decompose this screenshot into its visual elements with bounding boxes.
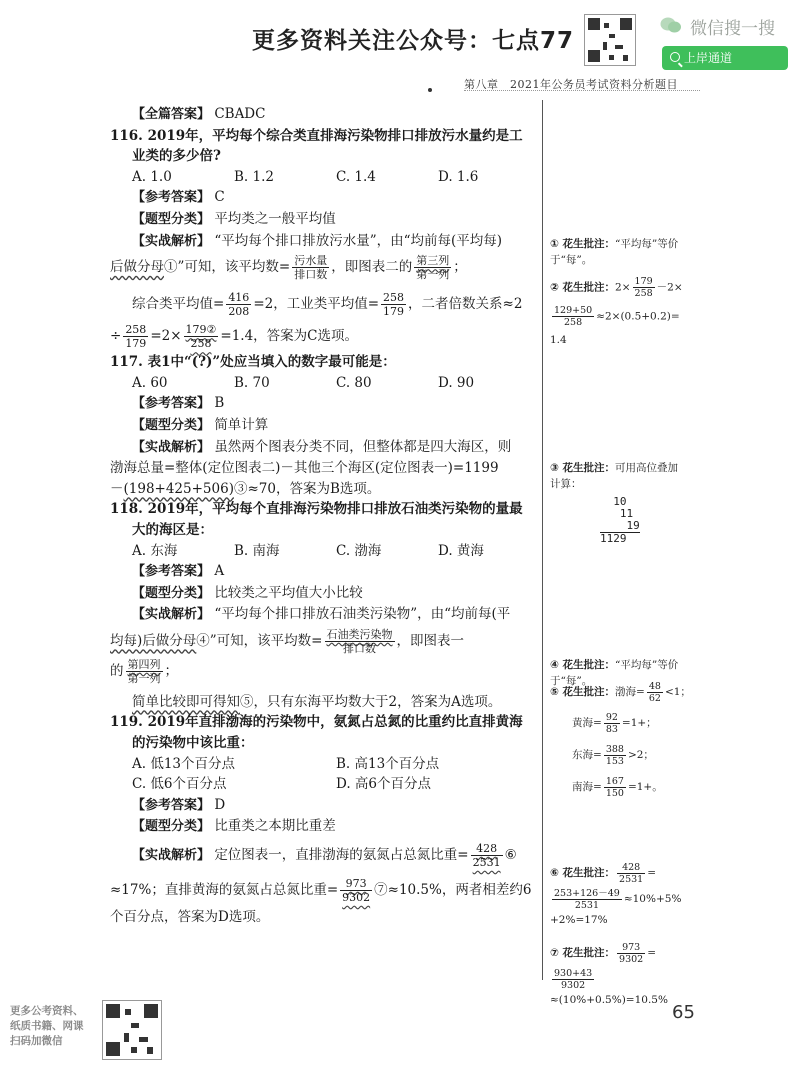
q118-stem-line2: 大的海区是： <box>132 521 213 538</box>
q117-ref-label: 【参考答案】 <box>132 396 211 412</box>
q116-stem-line2: 业类的多少倍? <box>132 148 221 165</box>
dot-mark <box>428 88 432 92</box>
header-title: 更多资料关注公众号：七点77 <box>252 28 575 54</box>
q118-type-value: 比较类之平均值大小比较 <box>214 584 363 601</box>
side-note-3-stack: 10 11 19 1129 <box>600 495 640 545</box>
q116-stem-line1: 116. 2019年，平均每个综合类直排海污染物排口排放污水量约是工 <box>110 127 523 144</box>
q116-calc-line2: ÷ $\frac{258}{179}$ =2× $\frac{\text{179②}}{258}$ =1.4，答案为C选项。 <box>110 323 359 351</box>
q116-options <box>110 167 540 188</box>
q116-calc-line1: 综合类平均值= $\frac{416}{208}$ =2，工业类平均值= $\frac{258}{179}$ ，二者倍数关系≈2 <box>132 291 523 319</box>
side-note-3: ③ 花生批注：可用高位叠加 计算： 10 11 19 1129 <box>550 460 700 545</box>
q116-type-label: 【题型分类】 <box>132 211 211 227</box>
q117-ref-value: B <box>214 395 225 412</box>
q117-option-d: D. 90 <box>438 374 475 391</box>
q118-stem-line1: 118. 2019年，平均每个直排海污染物排口排放石油类污染物的量最 <box>110 501 523 518</box>
wechat-channel-button[interactable] <box>662 46 788 70</box>
q118-option-c: C. 渤海 <box>336 542 382 559</box>
wechat-search-label: 微信搜一搜 <box>690 19 775 39</box>
q119-option-a: A. 低13个百分点 <box>132 755 236 772</box>
q116-analysis-line1: “平均每个排口排放污水量”，由“均前每(平均每) <box>214 232 503 249</box>
q117-stem: 117. 表1中“(?)”处应当填入的数字最可能是： <box>110 354 396 371</box>
wechat-search-icon <box>660 16 682 34</box>
q118-analysis-line4: 简单比较即可得知⑤，只有东海平均数大于2，答案为A选项。 <box>132 693 502 710</box>
q117-option-a: A. 60 <box>132 374 168 391</box>
q117-type-label: 【题型分类】 <box>132 417 211 433</box>
q116-type-value: 平均类之一般平均值 <box>214 210 336 227</box>
q119-stem-line1: 119. 2019年直排渤海的污染物中，氨氮占总氮的比重约比直排黄海 <box>110 714 523 731</box>
q119-options-row1 <box>110 754 540 775</box>
q119-analysis-line1: 【实战解析】 定位图表一，直排渤海的氨氮占总氮比重= $\frac{428}{2531}$ ⑥ <box>132 842 517 870</box>
q116-analysis-line2b: ，即图表二的 <box>331 259 413 276</box>
q117-option-c: C. 80 <box>336 374 372 391</box>
q116-analysis-wavy: 后做分母 <box>110 259 164 276</box>
q119-type-label: 【题型分类】 <box>132 819 211 835</box>
q118-analysis-line2: 均每)后做分母④”可知，该平均数= $\frac{\text{石油类污染物}}{\text{排口数}}$ ，即图表一 <box>110 627 464 655</box>
q118-analysis-line1: “平均每个排口排放石油类污染物”，由“均前每(平 <box>214 606 511 623</box>
running-head: 第八章 2021年公务员考试资料分析题目 <box>464 78 678 91</box>
prev-answer-label: 【全篇答案】 <box>132 107 211 122</box>
page-number: 65 <box>672 1002 695 1023</box>
q117-analysis-line3: －(198+425+506)③≈70，答案为B选项。 <box>110 480 381 497</box>
q118-type-label: 【题型分类】 <box>132 585 211 601</box>
side-note-4: ④ 花生批注：“平均每”等价 于“每”。 <box>550 659 679 687</box>
side-note-6: ⑥ 花生批注： $\frac{428}{2531}$ = $\frac{253+126-49}{2531}$ ≈10%+5% +2%=17% <box>550 861 682 926</box>
q119-analysis-line2: ≈17%；直排黄海的氨氮占总氮比重= $\frac{973}{9302}$ ⑦≈10.5%，两者相差约6 <box>110 877 532 905</box>
q116-analysis-label: 【实战解析】 <box>132 233 211 249</box>
side-note-7: ⑦ 花生批注： $\frac{973}{9302}$ = $\frac{930+43}{9302}$ ≈(10%+0.5%)=10.5% <box>550 941 668 1006</box>
prev-answer-value: CBADC <box>214 106 266 122</box>
q117-analysis-line1: 虽然两个图表分类不同，但整体都是四大海区，则 <box>214 438 512 455</box>
q116-ref-value: C <box>214 189 225 206</box>
q118-analysis-label: 【实战解析】 <box>132 607 211 623</box>
search-icon <box>670 52 680 62</box>
q116-ref-label: 【参考答案】 <box>132 190 211 206</box>
running-head-rule <box>464 90 700 91</box>
q117-options <box>110 373 540 394</box>
q117-option-b: B. 70 <box>234 374 270 391</box>
q116-option-d: D. 1.6 <box>438 168 479 185</box>
q116-option-a: A. 1.0 <box>132 168 172 185</box>
qr-code-top <box>584 14 636 66</box>
q119-ref-label: 【参考答案】 <box>132 797 211 813</box>
q116-fraction-1: $\frac{\text{污水量}}{\text{排口数}}$ <box>294 254 328 282</box>
q119-type-value: 比重类之本期比重差 <box>214 818 336 835</box>
q116-option-c: C. 1.4 <box>336 168 376 185</box>
column-divider <box>542 100 543 980</box>
q118-options <box>110 541 540 562</box>
qr-code-bottom <box>102 1000 162 1060</box>
q118-option-a: A. 东海 <box>132 542 178 559</box>
q116-analysis-line2c: ； <box>453 259 467 276</box>
q119-ref-value: D <box>214 796 226 813</box>
q116-fraction-2: $\frac{\text{第三列}}{\text{第一列}}$ <box>416 254 450 282</box>
q119-analysis-line3: 个百分点，答案为D选项。 <box>110 909 270 926</box>
q118-option-b: B. 南海 <box>234 542 280 559</box>
q117-analysis-line2: 渤海总量=整体(定位图表二)－其他三个海区(定位图表一)=1199 <box>110 460 499 477</box>
q117-analysis-label: 【实战解析】 <box>132 439 211 455</box>
q118-analysis-line3: 的 $\frac{\text{第四列}}{\text{第一列}}$ ； <box>110 657 178 685</box>
q119-option-c: C. 低6个百分点 <box>132 776 227 793</box>
q119-options-row2 <box>110 774 540 795</box>
q119-stem-line2: 的污染物中该比重： <box>132 735 254 752</box>
q118-option-d: D. 黄海 <box>438 542 484 559</box>
q117-type-value: 简单计算 <box>214 416 269 433</box>
side-note-2: ② 花生批注：2× $\frac{179}{258}$ －2× $\frac{129+50}{258}$ ≈2×(0.5+0.2)= 1.4 <box>550 276 683 346</box>
footer-note: 更多公考资料、 纸质书籍、网课 扫码加微信 <box>10 1005 84 1047</box>
q116-option-b: B. 1.2 <box>234 168 274 185</box>
main-column <box>110 104 540 928</box>
side-note-1: ① 花生批注：“平均每”等价 于“每”。 <box>550 238 679 266</box>
side-note-5: ⑤ 花生批注：渤海= $\frac{48}{62}$ <1； 黄海= $\frac{92}{83}$ =1+； 东海= $\frac{388}{153}$ >2； 南海= $\frac{167}{150}$ =1+。 <box>550 680 691 799</box>
wechat-channel-label: 上岸通道 <box>684 51 733 65</box>
q118-ref-value: A <box>214 563 225 580</box>
q119-option-d: D. 高6个百分点 <box>336 776 432 793</box>
q119-option-b: B. 高13个百分点 <box>336 755 440 772</box>
q118-ref-label: 【参考答案】 <box>132 564 211 580</box>
q116-analysis-line2a: ①”可知，该平均数= <box>164 259 291 276</box>
